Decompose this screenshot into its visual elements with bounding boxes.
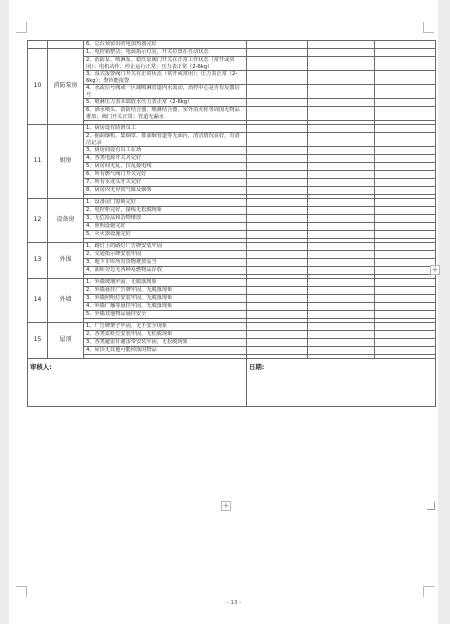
document-page: [9, 0, 438, 624]
handler-cell[interactable]: [375, 199, 436, 207]
checklist-item[interactable]: 6、洒水喷头、消防结合器、喷淋结合器、室外消火栓等周围无物品堆放；阀门开关正常；管道无漏水: [84, 107, 247, 121]
table-row: [28, 49, 436, 57]
remark-cell[interactable]: [308, 49, 375, 57]
result-cell[interactable]: [247, 267, 308, 275]
table-row: [28, 99, 436, 107]
table-row: [28, 287, 436, 295]
handler-cell[interactable]: [375, 125, 436, 133]
remark-cell[interactable]: [308, 231, 375, 239]
date-cell[interactable]: 日期:: [247, 359, 436, 407]
inspection-table: [27, 40, 436, 407]
checklist-item[interactable]: 2、电控柜完好，接线无松脱现象: [84, 207, 247, 215]
section-number[interactable]: 10: [28, 49, 48, 125]
result-cell[interactable]: [247, 347, 308, 355]
result-cell[interactable]: [247, 207, 308, 215]
checklist-item[interactable]: 4、水流信号阀或一区域喷淋管道内水流动，消控中心是否有反馈信号: [84, 85, 247, 99]
checklist-item[interactable]: 2、外墙悬挂广告牌牢固，无脱落现象: [84, 287, 247, 295]
remark-cell[interactable]: [308, 251, 375, 259]
handler-cell[interactable]: [375, 133, 436, 147]
remark-cell[interactable]: [308, 199, 375, 207]
result-cell[interactable]: [247, 215, 308, 223]
checklist-item[interactable]: 3、厨房间设有员工在场: [84, 147, 247, 155]
table-row: [28, 331, 436, 339]
result-cell[interactable]: [247, 99, 308, 107]
handler-cell[interactable]: [375, 223, 436, 231]
section-number[interactable]: 13: [28, 243, 48, 279]
checklist-item[interactable]: 4、屋顶无其他可能掉落的物品: [84, 347, 247, 355]
result-cell[interactable]: [247, 279, 308, 287]
checklist-item[interactable]: 8、厨房内无异常气味及烟雾: [84, 187, 247, 195]
checklist-item[interactable]: 1、电控箱整洁；电源指示灯亮，开关位置在自动状态: [84, 49, 247, 57]
section-area[interactable]: 屋顶: [48, 323, 84, 359]
remark-cell[interactable]: [308, 331, 375, 339]
table-row: [28, 125, 436, 133]
checklist-item[interactable]: 1、外墙玻璃牢固，无脱落现象: [84, 279, 247, 287]
result-cell[interactable]: [247, 331, 308, 339]
checklist-item[interactable]: 2、各类霓虹灯安装牢固，无松脱现象: [84, 331, 247, 339]
result-cell[interactable]: [247, 71, 308, 85]
handler-cell[interactable]: [375, 41, 436, 49]
crop-mark-top-left: [16, 22, 27, 33]
table-row: [28, 259, 436, 267]
remark-cell[interactable]: [308, 133, 375, 147]
checklist-item[interactable]: 6、所有燃气阀门开关完好: [84, 171, 247, 179]
remark-cell[interactable]: [308, 267, 375, 275]
remark-cell[interactable]: [308, 259, 375, 267]
section-number[interactable]: 14: [28, 279, 48, 323]
remark-cell[interactable]: [308, 223, 375, 231]
table-row: [28, 41, 436, 49]
handler-cell[interactable]: [375, 279, 436, 287]
table-row: [28, 179, 436, 187]
result-cell[interactable]: [247, 179, 308, 187]
handler-cell[interactable]: [375, 287, 436, 295]
section-number[interactable]: 11: [28, 125, 48, 199]
checklist-item[interactable]: 4、油库旁边无各种易燃物品存放: [84, 267, 247, 275]
remark-cell[interactable]: [308, 295, 375, 303]
checklist-item[interactable]: 2、抽油烟机、集烟罩、排油烟管道等无油污，清洁情况良好，有清洁记录: [84, 133, 247, 147]
add-row-button[interactable]: +: [222, 501, 230, 510]
result-cell[interactable]: [247, 41, 308, 49]
result-cell[interactable]: [247, 287, 308, 295]
result-cell[interactable]: [247, 259, 308, 267]
table-row: [28, 207, 436, 215]
section-area[interactable]: 设备房: [48, 199, 84, 243]
handler-cell[interactable]: [375, 57, 436, 71]
checklist-item[interactable]: 5、喷淋压力表末端放水压力表正常（2-6kg）: [84, 99, 247, 107]
handler-cell[interactable]: [375, 347, 436, 355]
table-row: [28, 223, 436, 231]
remark-cell[interactable]: [308, 163, 375, 171]
crop-mark-bottom-right: [423, 586, 434, 597]
handler-cell[interactable]: [375, 147, 436, 155]
table-row: [28, 155, 436, 163]
result-cell[interactable]: [247, 251, 308, 259]
remark-cell[interactable]: [308, 107, 375, 121]
table-row: [28, 147, 436, 155]
signature-row: [28, 359, 436, 407]
table-row: [28, 303, 436, 311]
handler-cell[interactable]: [375, 243, 436, 251]
result-cell[interactable]: [247, 223, 308, 231]
table-row: [28, 295, 436, 303]
checklist-item[interactable]: 5、外墙其他物品悬挂安全: [84, 311, 247, 319]
checklist-item[interactable]: 2、交通指示牌安装牢固: [84, 251, 247, 259]
remark-cell[interactable]: [308, 57, 375, 71]
remark-cell[interactable]: [308, 147, 375, 155]
remark-cell[interactable]: [308, 99, 375, 107]
checklist-item[interactable]: 3、外墙照明灯安装牢固，无脱落现象: [84, 295, 247, 303]
handler-cell[interactable]: [375, 323, 436, 331]
handler-cell[interactable]: [375, 295, 436, 303]
remark-cell[interactable]: [308, 85, 375, 99]
result-cell[interactable]: [247, 187, 308, 195]
table-row: [28, 251, 436, 259]
table-row: [28, 163, 436, 171]
section-area[interactable]: [48, 41, 84, 49]
handler-cell[interactable]: [375, 99, 436, 107]
checklist-item[interactable]: 6、总台预留出的电加热器完好: [84, 41, 247, 49]
remark-cell[interactable]: [308, 323, 375, 331]
table-row: [28, 323, 436, 331]
checklist-item[interactable]: 5、灭火器设施完好: [84, 231, 247, 239]
reviewer-cell[interactable]: 审核人:: [28, 359, 247, 407]
table-row: [28, 57, 436, 71]
handler-cell[interactable]: [375, 107, 436, 121]
handler-cell[interactable]: [375, 163, 436, 171]
remark-cell[interactable]: [308, 187, 375, 195]
table-row: [28, 171, 436, 179]
table-row: [28, 107, 436, 121]
handler-cell[interactable]: [375, 187, 436, 195]
checklist-item[interactable]: 3、无危险品和杂物堆放: [84, 215, 247, 223]
handler-cell[interactable]: [375, 155, 436, 163]
remark-cell[interactable]: [308, 347, 375, 355]
section-number[interactable]: [28, 41, 48, 49]
add-column-button[interactable]: +: [431, 265, 439, 274]
checklist-item[interactable]: 1、厨房设有防滑员工: [84, 125, 247, 133]
table-row: [28, 71, 436, 85]
remark-cell[interactable]: [308, 279, 375, 287]
crop-mark-bottom-left: [16, 586, 27, 597]
result-cell[interactable]: [247, 49, 308, 57]
handler-cell[interactable]: [375, 215, 436, 223]
inspection-table-body: [28, 41, 436, 359]
checklist-item[interactable]: 1、广告牌架子牢固，无不安全现象: [84, 323, 247, 331]
table-row: [28, 339, 436, 347]
handler-cell[interactable]: [375, 207, 436, 215]
table-resize-icon[interactable]: [427, 502, 435, 510]
table-row: [28, 199, 436, 207]
result-cell[interactable]: [247, 133, 308, 147]
remark-cell[interactable]: [308, 171, 375, 179]
handler-cell[interactable]: [375, 339, 436, 347]
remark-cell[interactable]: [308, 215, 375, 223]
table-row: [28, 347, 436, 355]
handler-cell[interactable]: [375, 267, 436, 275]
checklist-item[interactable]: 5、厨房间无乱、拉乱接电线: [84, 163, 247, 171]
checklist-item[interactable]: 2、消防泵、喷淋泵、稳压泵阀门开关在正常工作状态（常开或常闭）；电机动作、停止运行正常；压力表正常（2-6kg）: [84, 57, 247, 71]
result-cell[interactable]: [247, 199, 308, 207]
table-row: [28, 187, 436, 195]
checklist-item[interactable]: 4、照明设施完好: [84, 223, 247, 231]
crop-mark-top-right: [423, 22, 434, 33]
checklist-item[interactable]: 7、所有水龙头开关完好: [84, 179, 247, 187]
checklist-item[interactable]: 4、各类电源开关齐完好: [84, 155, 247, 163]
handler-cell[interactable]: [375, 71, 436, 85]
result-cell[interactable]: [247, 231, 308, 239]
table-row: [28, 279, 436, 287]
table-row: [28, 311, 436, 319]
remark-cell[interactable]: [308, 303, 375, 311]
handler-cell[interactable]: [375, 179, 436, 187]
remark-cell[interactable]: [308, 41, 375, 49]
section-area[interactable]: 外墙: [48, 279, 84, 323]
remark-cell[interactable]: [308, 71, 375, 85]
table-row: [28, 133, 436, 147]
handler-cell[interactable]: [375, 49, 436, 57]
section-area[interactable]: 外围: [48, 243, 84, 279]
result-cell[interactable]: [247, 85, 308, 99]
result-cell[interactable]: [247, 171, 308, 179]
section-number[interactable]: 12: [28, 199, 48, 243]
checklist-item[interactable]: 1、设备房门窗锁完好: [84, 199, 247, 207]
table-row: [28, 243, 436, 251]
remark-cell[interactable]: [308, 179, 375, 187]
table-row: [28, 85, 436, 99]
remark-cell[interactable]: [308, 125, 375, 133]
section-number[interactable]: 15: [28, 323, 48, 359]
result-cell[interactable]: [247, 311, 308, 319]
result-cell[interactable]: [247, 57, 308, 71]
page-number: - 13 -: [226, 600, 242, 606]
handler-cell[interactable]: [375, 331, 436, 339]
checklist-item[interactable]: 1、路灯上的路灯广告牌安装牢固: [84, 243, 247, 251]
handler-cell[interactable]: [375, 85, 436, 99]
table-row: [28, 267, 436, 275]
section-area[interactable]: 厨房: [48, 125, 84, 199]
result-cell[interactable]: [247, 147, 308, 155]
result-cell[interactable]: [247, 295, 308, 303]
handler-cell[interactable]: [375, 259, 436, 267]
remark-cell[interactable]: [308, 207, 375, 215]
result-cell[interactable]: [247, 125, 308, 133]
result-cell[interactable]: [247, 155, 308, 163]
result-cell[interactable]: [247, 163, 308, 171]
result-cell[interactable]: [247, 303, 308, 311]
result-cell[interactable]: [247, 107, 308, 121]
table-row: [28, 215, 436, 223]
handler-cell[interactable]: [375, 311, 436, 319]
remark-cell[interactable]: [308, 311, 375, 319]
table-row: [28, 231, 436, 239]
checklist-item[interactable]: 3、地下车库所有货物堆放妥当: [84, 259, 247, 267]
checklist-item[interactable]: 3、湿式报警阀门开关在正常状态（常开或常闭）；压力表正常（2-6kg）；警铃能报警: [84, 71, 247, 85]
handler-cell[interactable]: [375, 251, 436, 259]
remark-cell[interactable]: [308, 243, 375, 251]
section-area[interactable]: 消防泵房: [48, 49, 84, 125]
checklist-item[interactable]: 4、外墙广播等悬挂牢固，无脱落现象: [84, 303, 247, 311]
remark-cell[interactable]: [308, 339, 375, 347]
handler-cell[interactable]: [375, 231, 436, 239]
result-cell[interactable]: [247, 243, 308, 251]
handler-cell[interactable]: [375, 303, 436, 311]
result-cell[interactable]: [247, 339, 308, 347]
result-cell[interactable]: [247, 323, 308, 331]
handler-cell[interactable]: [375, 171, 436, 179]
remark-cell[interactable]: [308, 287, 375, 295]
checklist-item[interactable]: 3、各类避雷针避雷带安装牢固，无松脱现象: [84, 339, 247, 347]
remark-cell[interactable]: [308, 155, 375, 163]
